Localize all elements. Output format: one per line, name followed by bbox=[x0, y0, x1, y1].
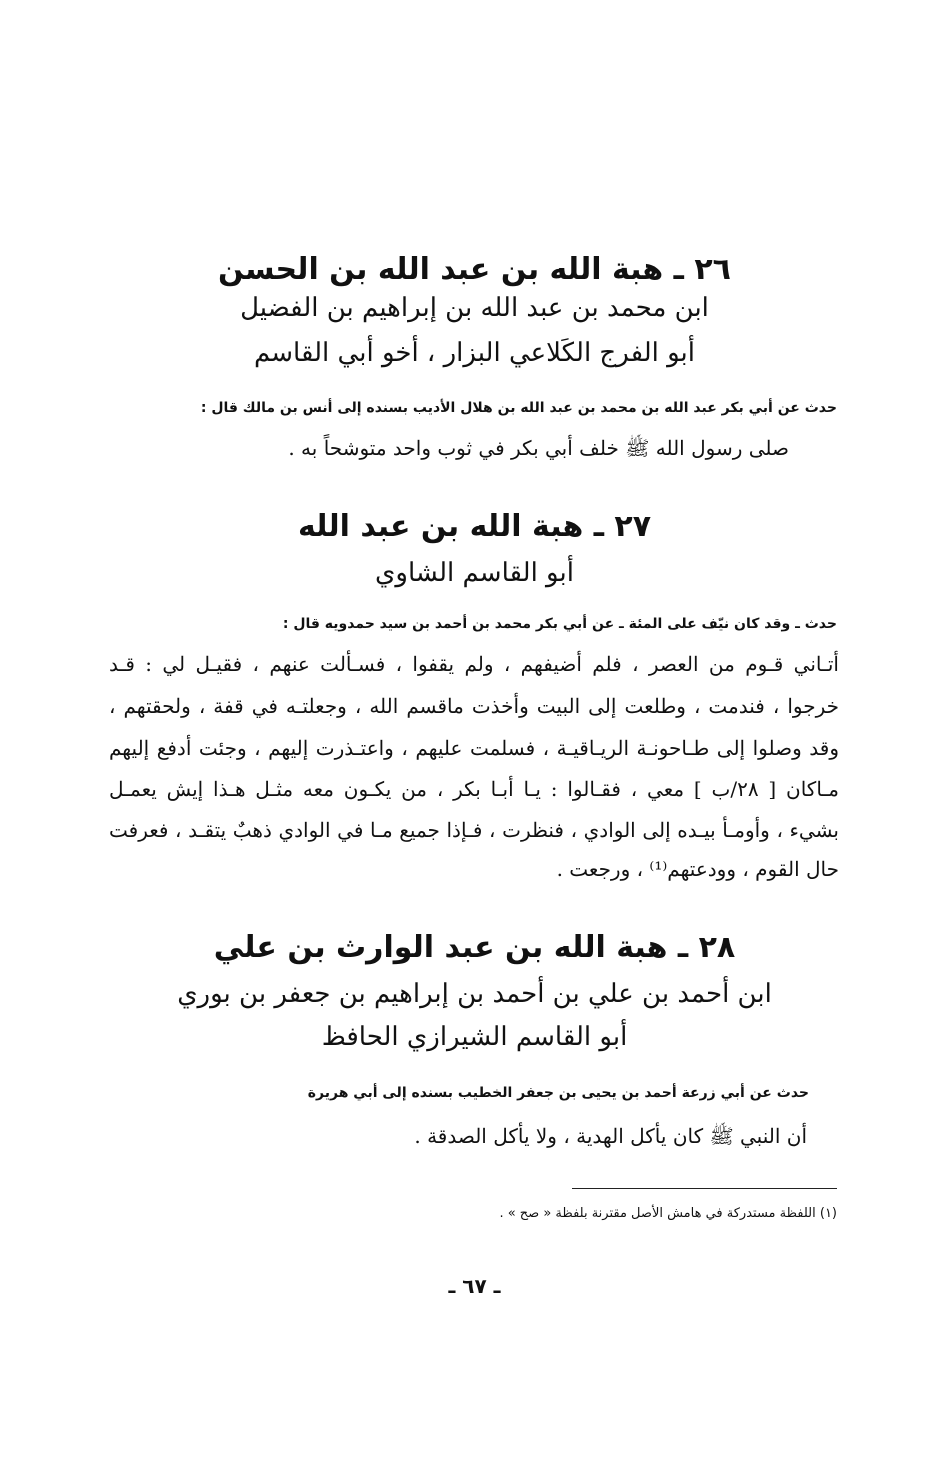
entry-28-title: ٢٨ ـ هبة الله بن عبد الوارث بن علي bbox=[213, 930, 736, 965]
entry-26-text: صلى رسول الله ﷺ خلف أبي بكر في ثوب واحد متوشحاً به . bbox=[288, 436, 789, 460]
entry-28-chain: حدث عن أبي زرعة أحمد بن يحيى بن جعفر الخطيب بسنده إلى أبي هريرة bbox=[307, 1085, 809, 1101]
entry-26-chain: حدث عن أبي بكر عبد الله بن محمد بن عبد الله بن هلال الأديب بسنده إلى أنس بن مالك قال : bbox=[200, 400, 837, 416]
entry-27-text-line: حال القوم ، وودعتهم⁽¹⁾ ، ورجعت . bbox=[556, 857, 839, 881]
entry-26-title: ٢٦ ـ هبة الله بن عبد الله بن الحسن bbox=[218, 252, 731, 287]
entry-27-kunya: أبو القاسم الشاوي bbox=[375, 558, 574, 588]
page-number: ـ ٦٧ ـ bbox=[448, 1274, 501, 1298]
entry-27-title: ٢٧ ـ هبة الله بن عبد الله bbox=[297, 509, 652, 544]
entry-27-text-line: بشيء ، وأومـأ بيـده إلى الوادي ، فنظرت ، فـإذا جميع مـا في الوادي ذهبٌ يتقـد ، فعرفت bbox=[109, 818, 839, 842]
entry-26-lineage: ابن محمد بن عبد الله بن إبراهيم بن الفضيل bbox=[240, 293, 709, 323]
entry-27-chain: حدث ـ وقد كان نيّف على المئة ـ عن أبي بكر محمد بن أحمد بن سيد حمدويه قال : bbox=[282, 616, 837, 632]
entry-28-lineage: ابن أحمد بن علي بن أحمد بن إبراهيم بن جعفر بن بوري bbox=[177, 979, 772, 1009]
footnote-divider bbox=[572, 1188, 837, 1189]
entry-27-text-line: أتـاني قـوم من العصر ، فلم أضيفهم ، ولم يقفوا ، فسـألت عنهم ، فقيـل لي : قـد bbox=[109, 652, 839, 676]
footnote: (١) اللفظة مستدركة في هامش الأصل مقترنة بلفظة « صح » . bbox=[499, 1206, 837, 1221]
entry-28-kunya: أبو القاسم الشيرازي الحافظ bbox=[321, 1022, 628, 1052]
entry-27-text-line: خرجوا ، فندمت ، وطلعت إلى البيت وأخذت ماقسم الله ، وجعلتـه في قفة ، ولحقتهم ، bbox=[109, 694, 839, 718]
entry-26-kunya: أبو الفرج الكَلاعي البزار ، أخو أبي القاسم bbox=[253, 338, 696, 368]
entry-27-text-line: مـاكان [ ٢٨/ب ] معي ، فقـالوا : يـا أبـا بكر ، من يكـون معه مثـل هـذا إيش يعمـل bbox=[109, 777, 839, 801]
entry-28-text: أن النبي ﷺ كان يأكل الهدية ، ولا يأكل الصدقة . bbox=[414, 1124, 807, 1148]
entry-27-text-line: وقد وصلوا إلى طـاحونـة الريـاقيـة ، فسلمت عليهم ، واعتـذرت إليهم ، وجئت أدفع إليهم bbox=[109, 736, 839, 760]
